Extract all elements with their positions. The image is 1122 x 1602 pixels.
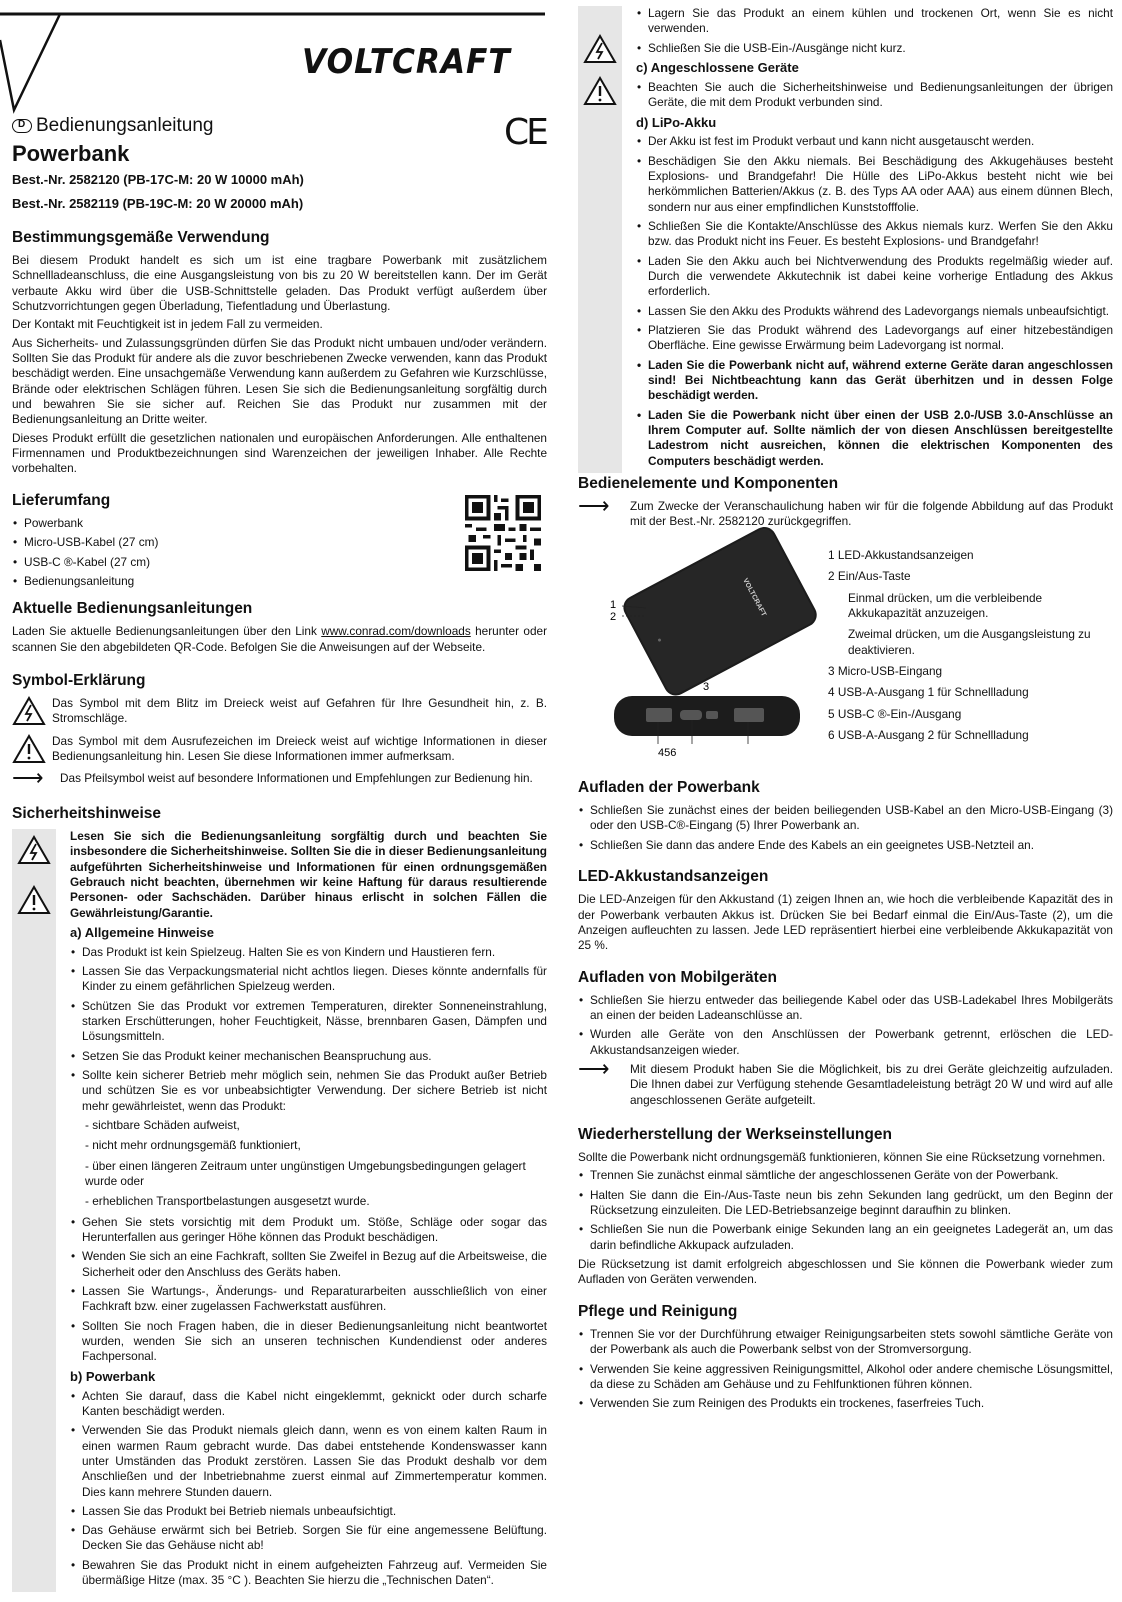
powerbank-safety-heading: b) Powerbank: [70, 1368, 156, 1384]
brand-logo: VOLTCRAFT: [302, 42, 511, 82]
list-item: • Platzieren Sie das Produkt während des Ladevorgangs auf einer hitzebeständigen Oberfläche. Eine gewisse Erwärmung beim Ladevorgang ist normal.: [636, 323, 1113, 354]
powerbank-illustration: [608, 548, 818, 760]
sub-item: - über einen längeren Zeitraum unter ungünstigen Umgebungsbedingungen gelagert wurde oder: [85, 1158, 526, 1189]
downloads-link[interactable]: www.conrad.com/downloads: [321, 624, 471, 639]
exclamation-warning-icon: [17, 885, 51, 915]
arrow-right-icon: ⟶: [12, 765, 44, 791]
document-type-label: Bedienungsanleitung: [36, 115, 214, 136]
safety-content: [56, 829, 547, 1593]
list-item: • Schließen Sie dann das andere Ende des Kabels an ein geeignetes USB-Netzteil an.: [578, 838, 1113, 853]
mobile-charging-section: [578, 968, 1113, 1111]
legend-item: 5 USB-C ®-Ein-/Ausgang: [828, 706, 962, 721]
manuals-text-start: Laden Sie aktuelle Bedienungsanleitungen über den Link: [12, 624, 322, 639]
reset-heading: Wiederherstellung der Werkseinstellungen: [578, 1126, 892, 1144]
component-legend: [828, 548, 1118, 749]
list-item: • Der Akku ist fest im Produkt verbaut und kann nicht ausgetauscht werden.: [636, 134, 1113, 149]
list-item: • Lassen Sie das Verpackungsmaterial nicht achtlos liegen. Dieses könnte andernfalls für Kinder zu einem gefährlichen Spielzeug werden.: [70, 964, 547, 995]
mobile-charging-list: [578, 993, 1113, 1058]
led-text: Die LED-Anzeigen für den Akkustand (1) zeigen Ihnen an, wie hoch die verbleibende Kapazität des in der Powerbank verbauten Akkus ist. Drücken Sie bei Bedarf einmal die Ein/Aus-Taste (2), um die Anzeigen aufleuchten zu lassen. Jede LED repräsentiert hierbei eine verbleibende Akkukapazität von 25 %.: [578, 892, 1113, 953]
list-item: • Schließen Sie die USB-Ein-/Ausgänge nicht kurz.: [636, 41, 1113, 56]
connected-devices-heading: c) Angeschlossene Geräte: [636, 59, 799, 75]
legend-item: 4 USB-A-Ausgang 1 für Schnellladung: [828, 685, 1029, 700]
exclamation-warning-icon: [583, 76, 617, 106]
qr-code[interactable]: [465, 495, 541, 571]
callout-1: 1: [610, 599, 617, 611]
list-item: • Micro-USB-Kabel (27 cm): [12, 535, 547, 550]
list-item: • Schützen Sie das Produkt vor extremen Temperaturen, direkter Sonneneinstrahlung, starken Erschütterungen, hoher Feuchtigkeit, Nässe, brennbaren Gasen, Dämpfen und Lösungsmitteln.: [70, 999, 547, 1045]
lightning-warning-icon: [17, 835, 51, 865]
list-item: • Achten Sie darauf, dass die Kabel nicht eingeklemmt, geknickt oder durch scharfe Kanten beschädigt werden.: [70, 1389, 547, 1420]
care-section: [578, 1302, 1113, 1412]
list-item: • Das Produkt ist kein Spielzeug. Halten Sie es von Kindern und Haustieren fern.: [70, 945, 547, 960]
intended-use-paragraph: Der Kontakt mit Feuchtigkeit ist in jedem Fall zu vermeiden.: [12, 317, 323, 332]
list-item: • Lassen Sie das Produkt bei Betrieb niemals unbeaufsichtigt.: [70, 1504, 547, 1519]
reset-intro: Sollte die Powerbank nicht ordnungsgemäß funktionieren, können Sie eine Rücksetzung vornehmen.: [578, 1150, 1106, 1165]
safety-sidebar-continued: [578, 6, 622, 473]
led-section: [578, 867, 1113, 953]
safety-section: [12, 804, 547, 1593]
device-brand-label: VOLTCRAFT: [741, 577, 768, 618]
legend-item: Zweimal drücken, um die Ausgangsleistung zu deaktivieren.: [848, 627, 1091, 657]
exclamation-warning-icon: [12, 734, 46, 764]
storage-list: [636, 6, 1113, 56]
list-item: • Trennen Sie zunächst einmal sämtliche der angeschlossenen Geräte von der Powerbank.: [578, 1168, 1113, 1183]
charging-section: [578, 778, 1113, 853]
order-number-2: Best.-Nr. 2582119 (PB-19C-M: 20 W 20000 mAh): [12, 196, 304, 211]
legend-item: 1 LED-Akkustandsanzeigen: [828, 548, 974, 562]
general-notes-list: [70, 945, 547, 1114]
exclamation-symbol-text: Das Symbol mit dem Ausrufezeichen im Dreieck weist auf wichtige Informationen in dieser Bedienungsanleitung hin. Lesen Sie diese Informationen immer aufmerksam.: [52, 733, 547, 764]
list-item: • Trennen Sie vor der Durchführung etwaiger Reinigungsarbeiten stets sowohl sämtliche Geräte von der Powerbank als auch die Powerbank selbst von der Stromversorgung.: [578, 1327, 1113, 1358]
list-item: • Schließen Sie nun die Powerbank einige Sekunden lang an ein geeignetes Ladegerät an, um das darin befindliche Akkupack aufzuladen.: [578, 1222, 1113, 1253]
list-item: • Schließen Sie hierzu entweder das beiliegende Kabel oder das USB-Ladekabel Ihres Mobilgeräts an einen der beiden Ladeanschlüsse an.: [578, 993, 1113, 1024]
arrow-right-icon: ⟶: [578, 1056, 610, 1082]
symbols-heading: Symbol-Erklärung: [12, 671, 146, 689]
reset-list: [578, 1168, 1113, 1253]
general-notes-list-continued: [70, 1215, 547, 1365]
charging-heading: Aufladen der Powerbank: [578, 779, 760, 796]
arrow-right-icon: ⟶: [578, 493, 610, 519]
sub-item: - erheblichen Transportbelastungen ausgesetzt wurde.: [85, 1194, 370, 1209]
list-item: • Gehen Sie stets vorsichtig mit dem Produkt um. Stöße, Schläge oder sogar das Herunterfallen aus geringer Höhe können das Produkt beschädigen.: [70, 1215, 547, 1246]
intended-use-paragraph: Aus Sicherheits- und Zulassungsgründen dürfen Sie das Produkt nicht umbauen und/oder verändern. Sollten Sie das Produkt für andere als die zuvor beschriebenen Zwecke verwenden, kann das Produkt beschädigt werden. Eine unsachgemäße Verwendung kann außerdem zu Gefahren wie Kurzschlüsse, Brände oder elektrischen Schlägen führen. Lesen Sie sich die Bedienungsanleitung sorgfältig durch und bewahren Sie sie sicher auf. Reichen Sie das Produkt nur zusammen mit der Bedienungsanleitung an Dritte weiter.: [12, 335, 547, 427]
list-item: • Verwenden Sie das Produkt niemals gleich dann, wenn es von einem kalten Raum in einen warmen Raum gebracht wurde. Das dabei entstehende Kondenswasser kann unter Umständen das Produkt zerstören. Lassen Sie das Produkt deshalb vor dem Anschließen und der Inbetriebnahme zuerst einmal auf Zimmertemperatur kommen. Dies kann mehrere Stunden dauern.: [70, 1423, 547, 1500]
list-item: • Wenden Sie sich an eine Fachkraft, sollten Sie Zweifel in Bezug auf die Arbeitsweise, die Sicherheit oder den Anschluss des Geräts haben.: [70, 1249, 547, 1280]
right-column-lower: [578, 778, 1113, 1422]
care-heading: Pflege und Reinigung: [578, 1302, 738, 1320]
list-item: • Laden Sie den Akku auch bei Nichtverwendung des Produkts regelmäßig wieder auf. Durch die verwendete Akkutechnik ist dabei keine vorherige Entladung des Akkus erforderlich.: [636, 254, 1113, 300]
arrow-symbol-row: [12, 765, 547, 791]
lipo-heading: d) LiPo-Akku: [636, 114, 717, 130]
list-item: • Sollte kein sicherer Betrieb mehr möglich sein, nehmen Sie das Produkt außer Betrieb und schützen Sie es vor unbeabsichtigter Verwendung. Der sichere Betrieb ist nicht mehr gewährleistet, wenn das Produkt:: [70, 1068, 547, 1114]
right-column-safety: [578, 6, 1113, 473]
list-item: • USB-C ®-Kabel (27 cm): [12, 555, 547, 570]
callout-456: 456: [658, 747, 677, 759]
reset-outro: Die Rücksetzung ist damit erfolgreich abgeschlossen und Sie können die Powerbank wieder zum Aufladen von Geräten verwenden.: [578, 1257, 1113, 1287]
list-item: • Laden Sie die Powerbank nicht über einen der USB 2.0-/USB 3.0-Anschlüsse an Ihrem Computer auf. Sollte nämlich der von diesen Anschlüssen bereitgestellte Ladestrom nicht ausreichen, können die elektrischen Komponenten des Computers beschädigt werden.: [636, 408, 1113, 469]
delivery-heading: Lieferumfang: [12, 491, 111, 509]
safety-block-continued: [578, 6, 1113, 473]
lipo-list: [636, 134, 1113, 469]
intended-use-section: [12, 228, 547, 477]
legend-list: [828, 548, 1118, 743]
arrow-symbol-text: Das Pfeilsymbol weist auf besondere Informationen und Empfehlungen zur Bedienung hin.: [60, 771, 533, 786]
intended-use-heading: Bestimmungsgemäße Verwendung: [12, 229, 270, 246]
list-item: • Halten Sie dann die Ein-/Aus-Taste neun bis zehn Sekunden lang gedrückt, um den Beginn der Rücksetzung einzuleiten. Die LED-Betriebsanzeige beginnt daraufhin zu blinken.: [578, 1188, 1113, 1219]
symbols-section: [12, 671, 547, 790]
legend-item: 3 Micro-USB-Eingang: [828, 663, 943, 678]
language-icon: [12, 119, 32, 133]
led-heading: LED-Akkustandsanzeigen: [578, 868, 769, 886]
callout-2: 2: [610, 611, 617, 623]
powerbank-safety-list: [70, 1389, 547, 1589]
mobile-charging-note-text: Mit diesem Produkt haben Sie die Möglichkeit, bis zu drei Geräte gleichzeitig aufzuladen. Die Ihnen dabei zur Verfügung stehende Gesamtladeleistung beträgt 20 W und wird auf alle angeschlossenen Geräte aufgeteilt.: [630, 1062, 1113, 1107]
ce-mark: CE: [504, 112, 546, 153]
list-item: • Powerbank: [12, 516, 547, 531]
safety-block: [12, 829, 547, 1593]
list-item: • Schließen Sie zunächst eines der beiden beiliegenden USB-Kabel an den Micro-USB-Eingang (3) oder den USB-C®-Eingang (5) Ihrer Powerbank an.: [578, 803, 1113, 834]
list-item: • Beachten Sie auch die Sicherheitshinweise und Bedienungsanleitungen der übrigen Geräte, die mit dem Produkt verbunden sind.: [636, 80, 1113, 111]
care-list: [578, 1327, 1113, 1412]
list-item: • Bewahren Sie das Produkt nicht in einem aufgeheizten Fahrzeug auf. Vermeiden Sie übermäßige Hitze (max. 35 °C ). Beachten Sie hierzu die „Technischen Daten“.: [70, 1558, 547, 1589]
list-item: • Lassen Sie Wartungs-, Änderungs- und Reparaturarbeiten ausschließlich von einer Fachkraft bzw. einer zugelassen Fachwerkstatt ausführen.: [70, 1284, 547, 1315]
list-item: • Verwenden Sie keine aggressiven Reinigungsmittel, Alkohol oder andere chemische Lösungsmittel, da diese zu Schäden am Gehäuse und zu Fehlfunktionen führen können.: [578, 1362, 1113, 1393]
legend-item: 6 USB-A-Ausgang 2 für Schnellladung: [828, 727, 1029, 742]
lightning-symbol-row: [12, 696, 547, 730]
list-item: • Lagern Sie das Produkt an einem kühlen und trockenen Ort, wenn Sie es nicht verwenden.: [636, 6, 1113, 37]
legend-item: Einmal drücken, um die verbleibende Akkukapazität anzuzeigen.: [848, 590, 1043, 620]
intended-use-paragraph: Bei diesem Produkt handelt es sich um ist eine tragbare Powerbank mit zusätzlichem Schnellladeanschluss, die eine Ausgangsleistung von bis zu 20 W bereitstellen kann. Der im Gerät verbaute Akku wird über die USB-Schnittstelle geladen. Das Produkt verfügt außerdem über Schutzvorrichtungen gegen Überladung, Tiefentladung und Überlastung.: [12, 253, 547, 314]
safety-heading: Sicherheitshinweise: [12, 804, 162, 822]
safety-sidebar: [12, 829, 56, 1593]
list-item: • Bedienungsanleitung: [12, 574, 547, 589]
sub-item: - sichtbare Schäden aufweist,: [85, 1118, 240, 1133]
manuals-text-end: herunter oder scannen Sie den abgebildeten QR-Code. Befolgen Sie die Anweisungen auf der Webseite.: [12, 624, 548, 654]
exclamation-symbol-row: [12, 734, 547, 768]
left-column: [12, 228, 547, 1602]
safety-content-continued: [622, 6, 1113, 473]
mobile-charging-note: [578, 1056, 1113, 1111]
controls-note: [578, 493, 1113, 533]
charging-list: [578, 803, 1113, 853]
document-type: [12, 114, 214, 139]
list-item: • Laden Sie die Powerbank nicht auf, während externe Geräte daran angeschlossen sind! Bei Nichtbeachtung kann das Gerät überhitzen und in dessen Folge beschädigt werden.: [636, 358, 1113, 404]
controls-section: [578, 474, 1113, 533]
callout-3: 3: [703, 681, 710, 693]
list-item: • Setzen Sie das Produkt keiner mechanischen Beanspruchung aus.: [70, 1049, 547, 1064]
list-item: • Verwenden Sie zum Reinigen des Produkts ein trockenes, faserfreies Tuch.: [578, 1396, 1113, 1411]
sub-item: - nicht mehr ordnungsgemäß funktioniert,: [85, 1138, 301, 1153]
controls-heading: Bedienelemente und Komponenten: [578, 475, 839, 492]
intended-use-paragraph: Dieses Produkt erfüllt die gesetzlichen nationalen und europäischen Anforderungen. Alle enthaltenen Firmennamen und Produktbezeichnungen sind Warenzeichen der jeweiligen Inhaber. Alle Rechte vorbehalten.: [12, 430, 547, 476]
manuals-heading: Aktuelle Bedienungsanleitungen: [12, 600, 253, 618]
page-title: Powerbank: [12, 141, 130, 166]
order-number-1: Best.-Nr. 2582120 (PB-17C-M: 20 W 10000 mAh): [12, 172, 304, 187]
lightning-warning-icon: [583, 34, 617, 64]
list-item: • Sollten Sie noch Fragen haben, die in dieser Bedienungsanleitung nicht beantwortet wurden, wenden Sie sich an unseren technischen Kundendienst oder anderes Fachpersonal.: [70, 1319, 547, 1365]
mobile-charging-heading: Aufladen von Mobilgeräten: [578, 968, 777, 986]
list-item: • Wurden alle Geräte von den Anschlüssen der Powerbank getrennt, erlöschen die LED-Akkustandsanzeigen wieder.: [578, 1027, 1113, 1058]
lightning-symbol-text: Das Symbol mit dem Blitz im Dreieck weist auf Gefahren für Ihre Gesundheit hin, z. B. Stromschläge.: [52, 696, 547, 726]
lightning-warning-icon: [12, 696, 46, 726]
reset-section: [578, 1125, 1113, 1288]
connected-devices-list: [636, 80, 1113, 111]
list-item: • Beschädigen Sie den Akku niemals. Bei Beschädigung des Akkugehäuses besteht Explosions- und Brandgefahr! Die Hülle des LiPo-Akkus besteht nicht wie bei herkömmlichen Batterien/Akkus (z. B. des Typs AA oder AAA) aus einem dünnen Blech, sondern nur aus einer empfindlichen Kunststofffolie.: [636, 154, 1113, 215]
legend-item: 2 Ein/Aus-Taste: [828, 569, 911, 584]
list-item: • Das Gehäuse erwärmt sich bei Betrieb. Sorgen Sie für eine angemessene Belüftung. Decken Sie das Gehäuse nicht ab!: [70, 1523, 547, 1554]
manuals-text: [12, 624, 547, 655]
list-item: • Lassen Sie den Akku des Produkts während des Ladevorgangs niemals unbeaufsichtigt.: [636, 304, 1113, 319]
general-notes-heading: a) Allgemeine Hinweise: [70, 924, 215, 940]
controls-note-text: Zum Zwecke der Veranschaulichung haben wir für die folgende Abbildung auf das Produkt mit der Best.-Nr. 2582120 zurückgegriffen.: [630, 499, 1113, 529]
safety-intro: Lesen Sie sich die Bedienungsanleitung sorgfältig durch und beachten Sie insbesondere die Sicherheitshinweise. Sollten Sie die in dieser Bedienungsanleitung aufgeführten Sicherheitshinweise und Informationen für einen ordnungsgemäßen Gebrauch nicht beachten, übernehmen wir keine Haftung für daraus resultierende Personen- oder Sachschäden. Darüber hinaus erlischt in solchen Fällen die Gewährleistung/Garantie.: [70, 828, 547, 920]
manuals-section: [12, 599, 547, 655]
list-item: • Schließen Sie die Kontakte/Anschlüsse des Akkus niemals kurz. Werfen Sie den Akku bzw. das Produkt nicht ins Feuer. Es besteht Explosions- und Brandgefahr!: [636, 219, 1113, 250]
